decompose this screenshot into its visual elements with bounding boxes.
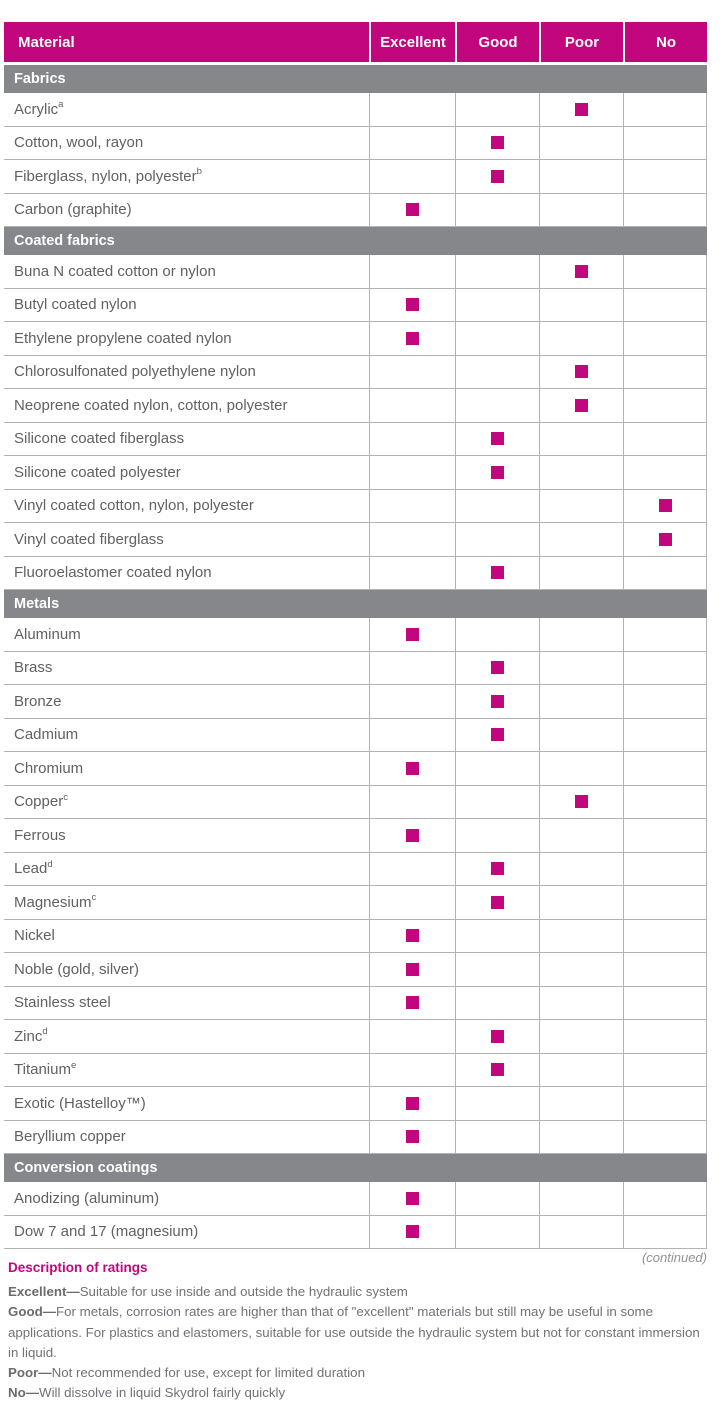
rating-cell-poor [539, 490, 623, 523]
rating-cell-excellent [369, 1216, 455, 1249]
rating-cell-no [623, 1087, 707, 1120]
rating-cell-excellent [369, 853, 455, 886]
rating-cell-no [623, 1216, 707, 1249]
table-row [4, 389, 707, 423]
rating-description-poor [8, 1363, 708, 1383]
rating-cell-no [623, 886, 707, 919]
rating-cell-poor [539, 853, 623, 886]
material-name: Vinyl coated cotton, nylon, polyester [14, 497, 254, 515]
material-cell [4, 719, 369, 752]
rating-cell-excellent [369, 456, 455, 489]
section-title: Fabrics [14, 71, 66, 87]
table-row [4, 127, 707, 161]
rating-cell-excellent [369, 920, 455, 953]
rating-cell-good [455, 127, 539, 160]
rating-cell-no [623, 523, 707, 556]
table-row [4, 1121, 707, 1155]
rating-cell-no [623, 93, 707, 126]
material-cell [4, 255, 369, 288]
rating-cell-excellent [369, 127, 455, 160]
material-name: Ferrous [14, 826, 66, 844]
rating-cell-excellent [369, 289, 455, 322]
rating-cell-excellent [369, 618, 455, 651]
rating-cell-excellent [369, 886, 455, 919]
table-row [4, 685, 707, 719]
rating-description-excellent [8, 1282, 708, 1302]
material-cell: Fiberglass, nylon, polyester $^b$ [14, 166, 202, 185]
table-row [4, 886, 707, 920]
rating-marker [575, 365, 588, 378]
compatibility-table [4, 22, 707, 1249]
rating-term: Good— [8, 1304, 57, 1320]
material-cell: Titanium $^e$ [14, 1059, 77, 1079]
material-cell: Magnesium $^c$ [14, 892, 97, 911]
material-name: Aluminum [14, 625, 81, 643]
rating-cell-poor [539, 1121, 623, 1154]
material-name: Butyl coated nylon [14, 296, 137, 314]
table-row [4, 853, 707, 887]
rating-cell-poor [539, 1182, 623, 1215]
material-cell [4, 1182, 369, 1215]
table-row [4, 1020, 707, 1054]
rating-cell-no [623, 1182, 707, 1215]
rating-cell-no [623, 1020, 707, 1053]
rating-cell-no [623, 456, 707, 489]
rating-cell-no [623, 389, 707, 422]
rating-cell-good [455, 618, 539, 651]
material-cell [4, 1216, 369, 1249]
material-cell [4, 490, 369, 523]
rating-cell-no [623, 819, 707, 852]
rating-cell-poor [539, 685, 623, 718]
rating-marker [406, 829, 419, 842]
material-cell: Copper $^c$ [14, 791, 68, 811]
section-title: Coated fabrics [14, 233, 115, 249]
table-row [4, 322, 707, 356]
rating-marker [406, 963, 419, 976]
rating-cell-good [455, 557, 539, 590]
table-row [4, 1216, 707, 1250]
rating-marker [406, 1130, 419, 1143]
material-name: Acrylic [14, 100, 59, 118]
material-name: Anodizing (aluminum) [14, 1189, 160, 1207]
material-name: Silicone coated polyester [14, 463, 181, 481]
rating-marker [406, 762, 419, 775]
rating-cell-poor [539, 886, 623, 919]
rating-term: Poor— [8, 1365, 52, 1381]
material-name: Chlorosulfonated polyethylene nylon [14, 363, 256, 381]
rating-marker [406, 332, 419, 345]
column-header-poor: Poor [539, 22, 623, 62]
material-cell [4, 618, 369, 651]
rating-cell-excellent [369, 819, 455, 852]
section-band [4, 1154, 707, 1182]
material-name: Magnesium [14, 893, 92, 911]
rating-text: Not recommended for use, except for limited duration [51, 1365, 365, 1381]
material-name: Nickel [14, 927, 55, 945]
rating-cell-no [623, 194, 707, 227]
table-row [4, 920, 707, 954]
rating-cell-no [623, 752, 707, 785]
rating-cell-poor [539, 987, 623, 1020]
rating-cell-no [623, 652, 707, 685]
material-cell [4, 423, 369, 456]
material-name: Titanium [14, 1061, 71, 1079]
rating-marker [659, 499, 672, 512]
continued-note: (continued) [641, 1250, 707, 1265]
table-row [4, 1087, 707, 1121]
rating-marker [491, 661, 504, 674]
rating-marker [491, 432, 504, 445]
rating-cell-no [623, 685, 707, 718]
table-row [4, 618, 707, 652]
rating-marker [575, 399, 588, 412]
rating-cell-excellent [369, 1087, 455, 1120]
rating-cell-good [455, 752, 539, 785]
rating-cell-good [455, 523, 539, 556]
rating-marker [491, 136, 504, 149]
table-row [4, 423, 707, 457]
material-cell [4, 194, 369, 227]
table-row [4, 1054, 707, 1088]
rating-cell-good [455, 920, 539, 953]
column-header-excellent: Excellent [369, 22, 455, 62]
rating-marker [406, 929, 419, 942]
material-name: Stainless steel [14, 994, 111, 1012]
column-header-good: Good [455, 22, 539, 62]
rating-cell-good [455, 786, 539, 819]
rating-cell-poor [539, 1020, 623, 1053]
rating-description-good [8, 1302, 708, 1363]
table-row [4, 719, 707, 753]
rating-marker [406, 1225, 419, 1238]
table-row [4, 819, 707, 853]
rating-cell-excellent [369, 786, 455, 819]
rating-cell-good [455, 289, 539, 322]
rating-cell-good [455, 194, 539, 227]
rating-cell-good [455, 322, 539, 355]
rating-cell-no [623, 356, 707, 389]
material-cell: Acrylic $^a$ [14, 99, 64, 118]
rating-text: For metals, corrosion rates are higher than that of "excellent" materials but still may be useful in some applications. For plastics and elastomers, suitable for use outside the hydraulic system but not for constant immersion in liquid. [8, 1304, 700, 1360]
material-cell [4, 685, 369, 718]
table-row [4, 289, 707, 323]
ratings-description-heading: Description of ratings [8, 1260, 148, 1275]
material-name: Bronze [14, 692, 62, 710]
rating-cell-poor [539, 523, 623, 556]
rating-marker [406, 298, 419, 311]
rating-marker [406, 628, 419, 641]
rating-cell-no [623, 490, 707, 523]
material-cell [4, 322, 369, 355]
rating-cell-excellent [369, 1121, 455, 1154]
rating-cell-poor [539, 953, 623, 986]
material-name: Beryllium copper [14, 1128, 126, 1146]
rating-cell-excellent [369, 1054, 455, 1087]
rating-cell-good [455, 423, 539, 456]
rating-term: Excellent— [8, 1284, 80, 1299]
material-cell [4, 953, 369, 986]
rating-cell-poor [539, 1087, 623, 1120]
section-title: Conversion coatings [14, 1160, 158, 1176]
table-row [4, 456, 707, 490]
rating-cell-good [455, 389, 539, 422]
material-name: Zinc [14, 1027, 43, 1045]
rating-cell-poor [539, 652, 623, 685]
table-row [4, 160, 707, 194]
table-row [4, 523, 707, 557]
rating-cell-poor [539, 255, 623, 288]
table-row [4, 652, 707, 686]
rating-cell-poor [539, 289, 623, 322]
rating-cell-no [623, 289, 707, 322]
material-name: Fiberglass, nylon, polyester [14, 167, 197, 185]
rating-cell-excellent [369, 423, 455, 456]
rating-cell-poor [539, 356, 623, 389]
material-name: Cadmium [14, 726, 79, 744]
table-row [4, 194, 707, 228]
material-cell [4, 289, 369, 322]
material-cell [4, 1121, 369, 1154]
material-name: Lead [14, 860, 48, 878]
rating-cell-poor [539, 618, 623, 651]
table-row [4, 356, 707, 390]
rating-cell-excellent [369, 557, 455, 590]
rating-cell-poor [539, 389, 623, 422]
rating-cell-no [623, 255, 707, 288]
rating-marker [406, 1097, 419, 1110]
rating-cell-no [623, 719, 707, 752]
rating-marker [491, 466, 504, 479]
rating-cell-no [623, 853, 707, 886]
material-cell [4, 652, 369, 685]
rating-cell-good [455, 719, 539, 752]
rating-cell-excellent [369, 752, 455, 785]
rating-cell-good [455, 93, 539, 126]
rating-cell-no [623, 1121, 707, 1154]
table-row [4, 93, 707, 127]
rating-cell-good [455, 853, 539, 886]
material-cell: Lead $^d$ [14, 858, 53, 878]
section-band [4, 227, 707, 255]
table-header-row [4, 22, 707, 62]
rating-cell-poor [539, 456, 623, 489]
material-name: Dow 7 and 17 (magnesium) [14, 1223, 199, 1241]
rating-cell-good [455, 886, 539, 919]
rating-description-no [8, 1383, 708, 1403]
rating-cell-poor [539, 127, 623, 160]
rating-marker [491, 170, 504, 183]
table-row [4, 255, 707, 289]
rating-cell-excellent [369, 523, 455, 556]
rating-cell-poor [539, 160, 623, 193]
rating-marker [491, 896, 504, 909]
rating-cell-no [623, 987, 707, 1020]
rating-text: Will dissolve in liquid Skydrol fairly quickly [39, 1385, 286, 1401]
material-name: Vinyl coated fiberglass [14, 530, 164, 548]
table-row [4, 953, 707, 987]
material-name: Cotton, wool, rayon [14, 134, 144, 152]
material-cell [4, 1087, 369, 1120]
material-name: Ethylene propylene coated nylon [14, 329, 232, 347]
material-name: Exotic (Hastelloy™) [14, 1094, 146, 1112]
rating-cell-excellent [369, 987, 455, 1020]
material-cell [4, 752, 369, 785]
rating-cell-excellent [369, 160, 455, 193]
rating-marker [491, 1063, 504, 1076]
material-cell: Zinc $^d$ [14, 1026, 48, 1045]
rating-cell-poor [539, 786, 623, 819]
rating-cell-poor [539, 194, 623, 227]
rating-cell-excellent [369, 93, 455, 126]
rating-marker [491, 566, 504, 579]
rating-marker [659, 533, 672, 546]
rating-marker [406, 996, 419, 1009]
rating-cell-poor [539, 322, 623, 355]
material-name: Copper [14, 793, 64, 811]
rating-marker [575, 795, 588, 808]
rating-cell-excellent [369, 685, 455, 718]
section-title: Metals [14, 596, 60, 612]
rating-cell-excellent [369, 953, 455, 986]
rating-cell-no [623, 953, 707, 986]
rating-cell-excellent [369, 389, 455, 422]
rating-cell-good [455, 652, 539, 685]
rating-marker [406, 1192, 419, 1205]
rating-cell-poor [539, 819, 623, 852]
material-name: Fluoroelastomer coated nylon [14, 564, 212, 582]
rating-text: Suitable for use inside and outside the hydraulic system [79, 1284, 408, 1299]
rating-cell-poor [539, 1216, 623, 1249]
section-band [4, 65, 707, 93]
rating-cell-excellent [369, 490, 455, 523]
material-cell [4, 920, 369, 953]
rating-cell-excellent [369, 322, 455, 355]
table-row [4, 786, 707, 820]
rating-cell-excellent [369, 1182, 455, 1215]
rating-cell-good [455, 255, 539, 288]
rating-cell-good [455, 819, 539, 852]
rating-cell-no [623, 1054, 707, 1087]
material-name: Chromium [14, 759, 84, 777]
rating-cell-good [455, 356, 539, 389]
material-cell [4, 456, 369, 489]
rating-cell-poor [539, 920, 623, 953]
rating-cell-good [455, 490, 539, 523]
material-cell [4, 389, 369, 422]
rating-cell-poor [539, 423, 623, 456]
rating-marker [575, 265, 588, 278]
rating-cell-no [623, 423, 707, 456]
material-name: Brass [14, 659, 53, 677]
rating-cell-excellent [369, 1020, 455, 1053]
rating-cell-good [455, 1121, 539, 1154]
rating-cell-poor [539, 557, 623, 590]
material-name: Buna N coated cotton or nylon [14, 262, 216, 280]
material-cell [4, 987, 369, 1020]
rating-cell-excellent [369, 356, 455, 389]
rating-cell-poor [539, 1054, 623, 1087]
rating-cell-excellent [369, 719, 455, 752]
rating-cell-good [455, 1216, 539, 1249]
column-header-material: Material [18, 33, 75, 51]
column-header-no: No [623, 22, 707, 62]
rating-cell-no [623, 786, 707, 819]
material-name: Carbon (graphite) [14, 201, 132, 219]
rating-marker [491, 1030, 504, 1043]
rating-marker [491, 862, 504, 875]
rating-cell-good [455, 1182, 539, 1215]
table-row [4, 490, 707, 524]
rating-cell-good [455, 987, 539, 1020]
section-band [4, 590, 707, 618]
rating-cell-good [455, 456, 539, 489]
material-name: Neoprene coated nylon, cotton, polyester [14, 396, 288, 414]
rating-marker [406, 203, 419, 216]
rating-cell-excellent [369, 652, 455, 685]
rating-cell-no [623, 557, 707, 590]
material-name: Silicone coated fiberglass [14, 430, 185, 448]
material-name: Noble (gold, silver) [14, 960, 140, 978]
rating-cell-good [455, 1020, 539, 1053]
rating-cell-good [455, 1087, 539, 1120]
rating-cell-excellent [369, 255, 455, 288]
table-body [4, 65, 707, 1249]
material-cell [4, 356, 369, 389]
rating-cell-poor [539, 719, 623, 752]
rating-cell-excellent [369, 194, 455, 227]
material-cell [4, 819, 369, 852]
rating-cell-good [455, 953, 539, 986]
rating-cell-good [455, 1054, 539, 1087]
rating-cell-poor [539, 93, 623, 126]
rating-term: No— [8, 1385, 40, 1401]
material-cell [4, 523, 369, 556]
table-row [4, 752, 707, 786]
rating-cell-good [455, 685, 539, 718]
rating-marker [491, 695, 504, 708]
material-cell [4, 557, 369, 590]
table-row [4, 987, 707, 1021]
rating-marker [575, 103, 588, 116]
rating-marker [491, 728, 504, 741]
table-row [4, 557, 707, 591]
rating-cell-poor [539, 752, 623, 785]
rating-cell-no [623, 322, 707, 355]
rating-cell-no [623, 127, 707, 160]
rating-cell-good [455, 160, 539, 193]
material-cell [4, 127, 369, 160]
rating-cell-no [623, 920, 707, 953]
ratings-description [8, 1260, 711, 1404]
rating-cell-no [623, 160, 707, 193]
rating-cell-no [623, 618, 707, 651]
table-row [4, 1182, 707, 1216]
